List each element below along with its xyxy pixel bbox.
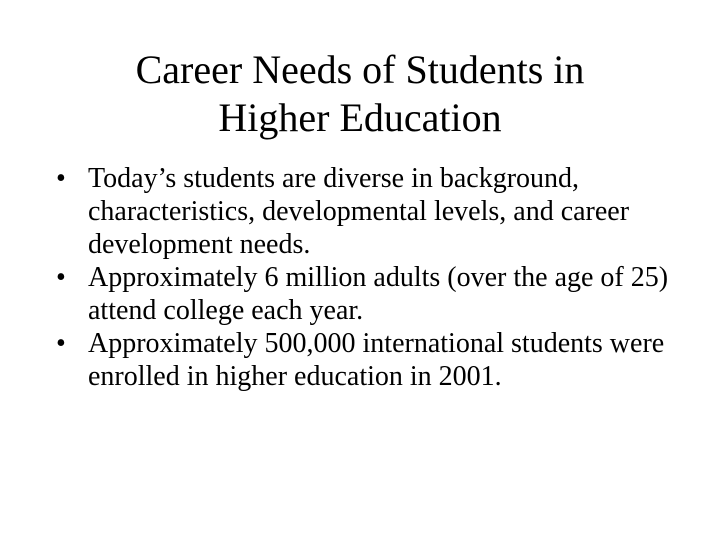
bullet-list xyxy=(56,162,676,393)
bullet-text: Approximately 500,000 international students were enrolled in higher education in 2001. xyxy=(88,328,665,392)
bullet-item xyxy=(56,162,676,261)
slide-title-line-1: Career Needs of Students in xyxy=(135,47,585,92)
bullet-item xyxy=(56,327,676,393)
bullet-text: Approximately 6 million adults (over the age of 25) attend college each year. xyxy=(88,262,669,326)
bullet-icon: • xyxy=(56,328,66,359)
bullet-item xyxy=(56,261,676,327)
bullet-icon: • xyxy=(56,163,66,194)
bullet-icon: • xyxy=(56,262,66,293)
bullet-text: Today’s students are diverse in background, characteristics, developmental levels, and career development needs. xyxy=(88,163,630,260)
slide-title xyxy=(60,46,660,142)
slide-title-line-2: Higher Education xyxy=(218,95,502,140)
